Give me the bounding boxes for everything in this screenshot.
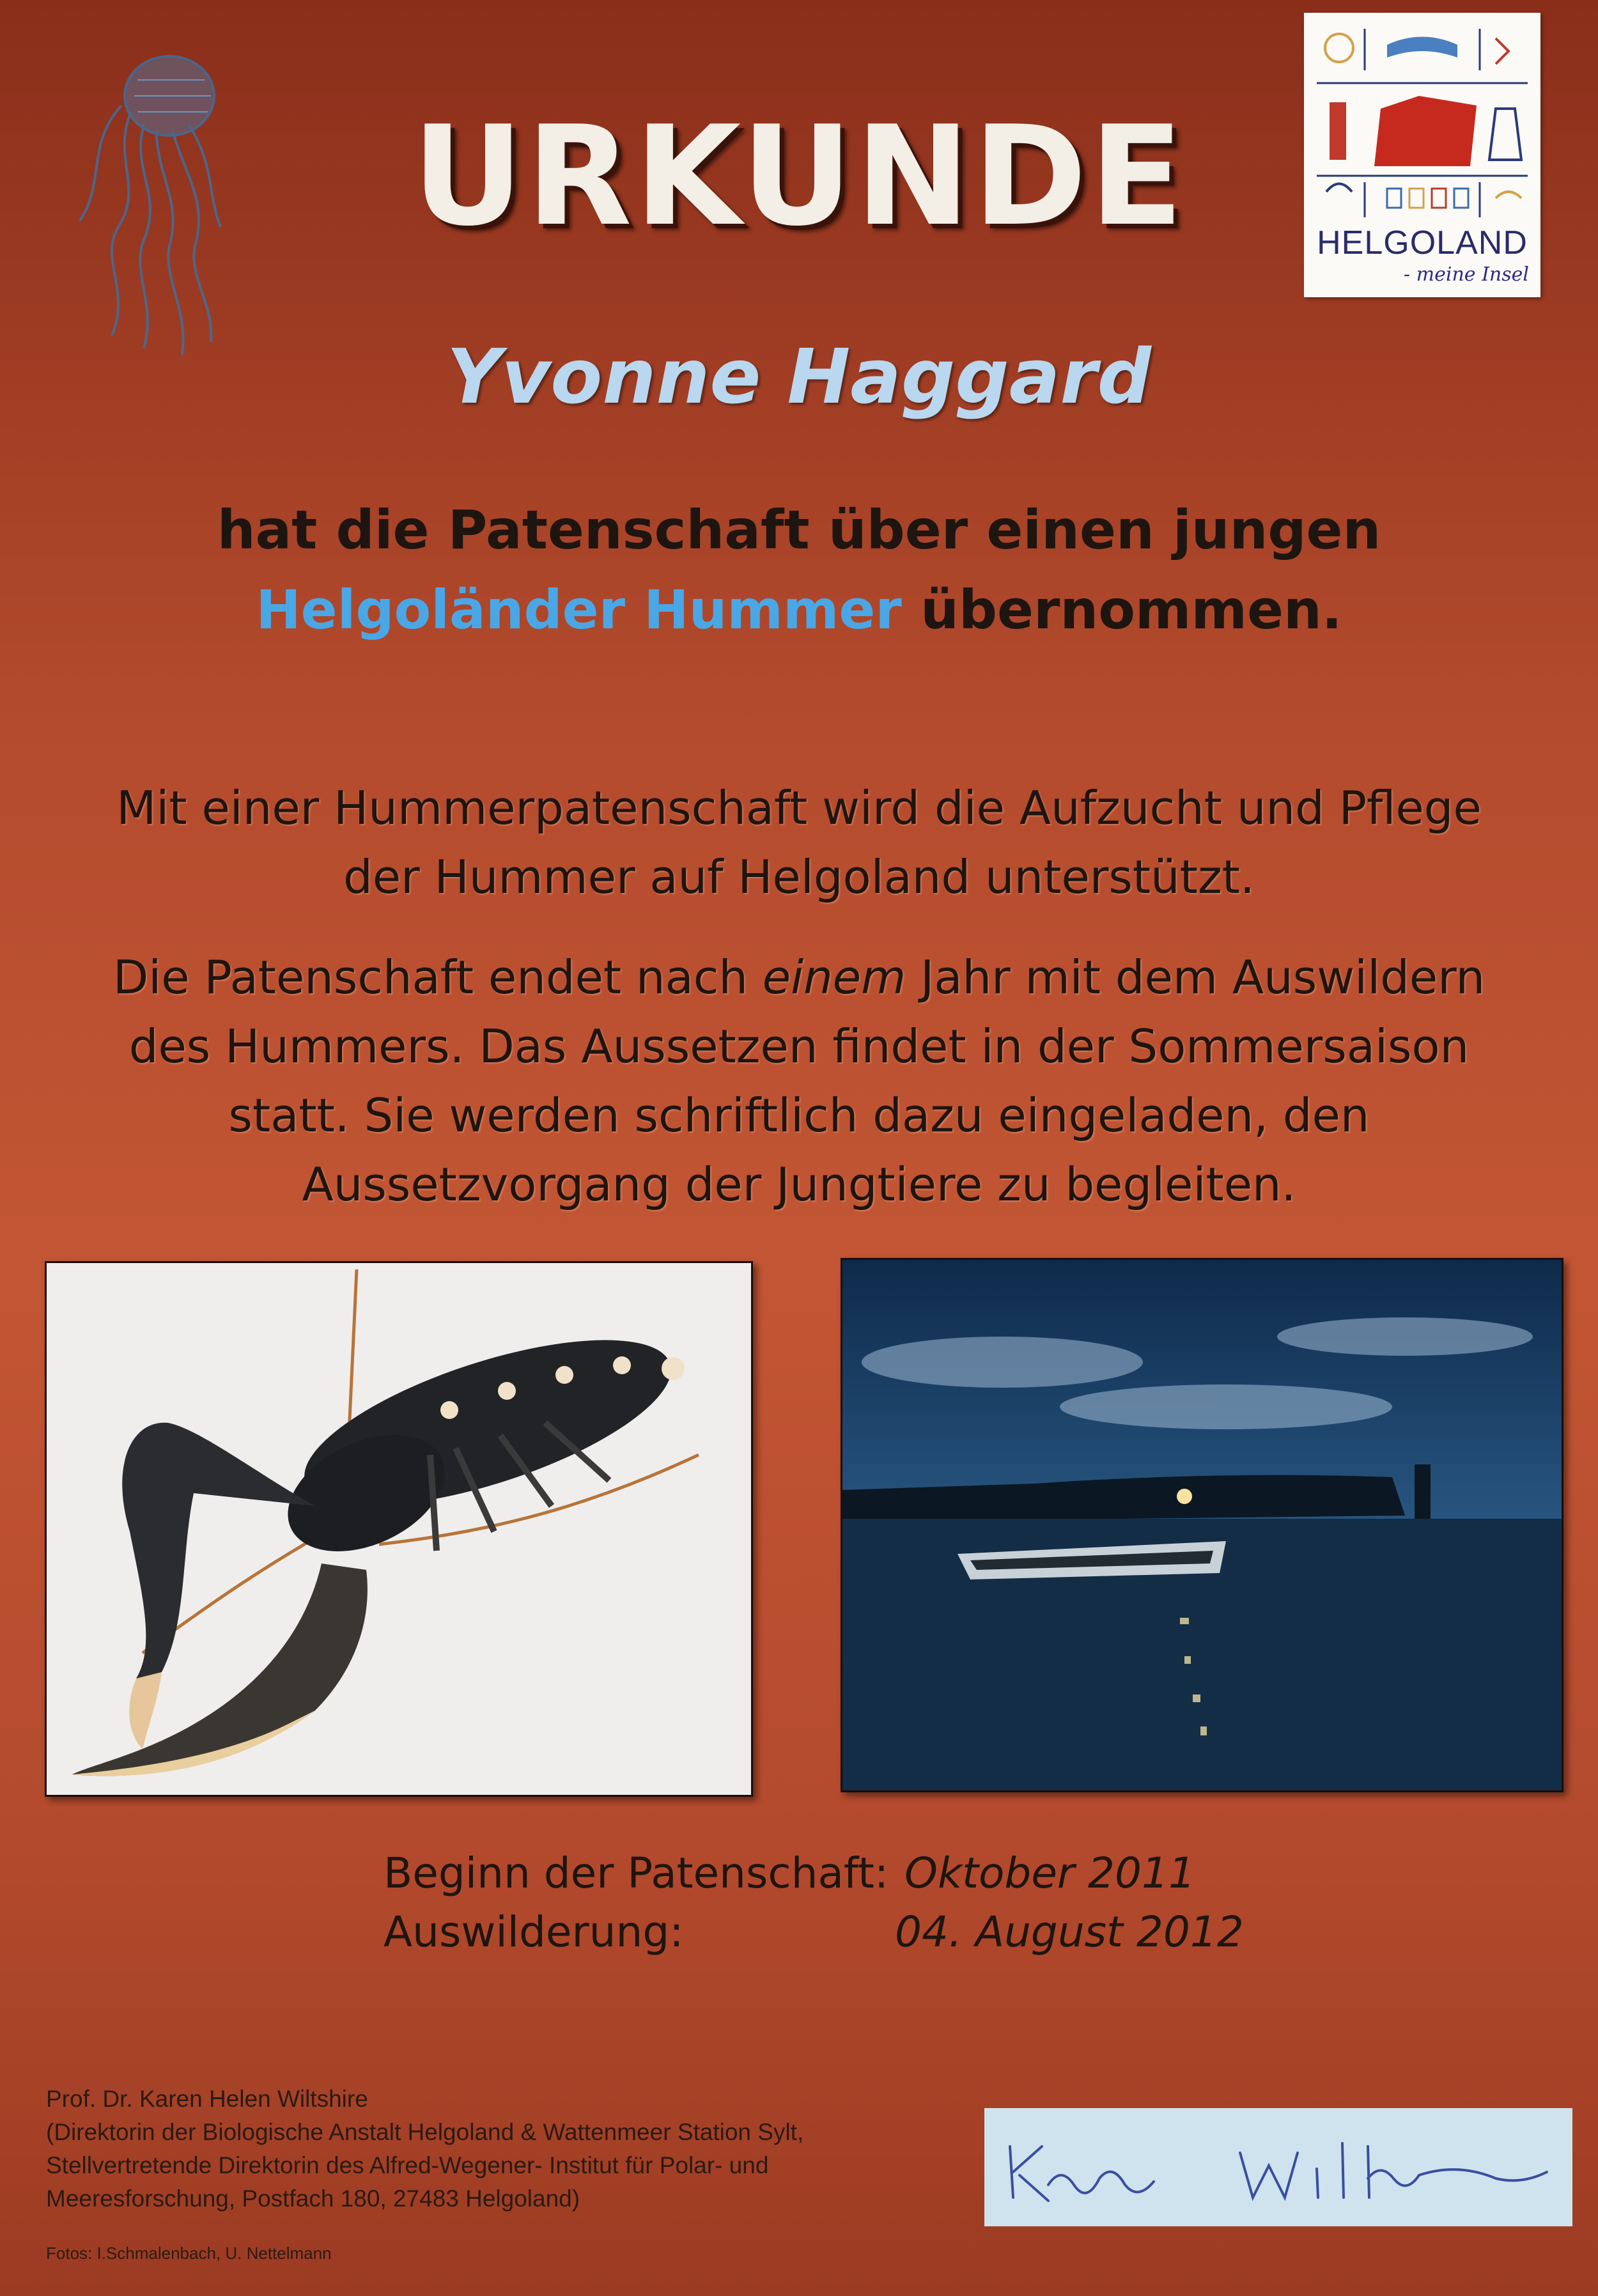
signatory-line: Stellvertretende Direktorin des Alfred-Wegener- Institut für Polar- und [46,2152,769,2178]
lobster-photo [45,1261,753,1797]
signatory-block [46,2083,973,2215]
paragraph-1 [0,773,1598,911]
paragraph-2 [0,943,1598,1219]
paragraph-2-before: Die Patenschaft endet nach [112,950,748,1004]
release-value: 04. August 2012 [895,1907,1244,1957]
subline-2-rest: übernommen. [920,578,1342,641]
night-boat-photo [841,1258,1563,1792]
paragraph-1-line: Mit einer Hummerpatenschaft wird die Aufzucht und Pflege [116,781,1482,835]
photo-credits: Fotos: I.Schmalenbach, U. Nettelmann [46,2244,332,2263]
signatory-line: Meeresforschung, Postfach 180, 27483 Helgoland) [46,2185,580,2212]
paragraph-2-line: Aussetzvorgang der Jungtiere zu begleiten. [302,1158,1296,1211]
signatory-line: (Direktorin der Biologische Anstalt Helgoland & Wattenmeer Station Sylt, [46,2119,804,2145]
paragraph-2-line: statt. Sie werden schriftlich dazu eingeladen, den [228,1089,1370,1142]
paragraph-2-after: Jahr mit dem Auswildern [920,950,1486,1004]
logo-tagline: - meine Insel [1404,263,1529,286]
paragraph-1-line: der Hummer auf Helgoland unterstützt. [343,850,1255,904]
paragraph-2-line: des Hummers. Das Aussetzen findet in der Sommersaison [128,1020,1470,1073]
signature-image [984,2108,1572,2226]
start-row [384,1844,1470,1903]
subline-1: hat die Patenschaft über einen jungen [217,499,1381,561]
recipient-name: Yvonne Haggard [446,332,1152,421]
release-row [384,1903,1470,1962]
dates-block [384,1844,1470,1962]
paragraph-2-line [0,943,1598,1012]
start-value: Oktober 2011 [904,1849,1196,1898]
subline-2 [0,578,1598,641]
certificate-title: URKUNDE [412,96,1186,256]
logo-name: HELGOLAND [1317,224,1528,261]
signatory-line: Prof. Dr. Karen Helen Wiltshire [46,2086,368,2112]
release-label: Auswilderung: [384,1907,684,1957]
paragraph-2-emphasis: einem [762,950,906,1004]
start-label: Beginn der Patenschaft: [384,1849,889,1898]
highlight-lobster: Helgoländer Hummer [256,578,902,641]
